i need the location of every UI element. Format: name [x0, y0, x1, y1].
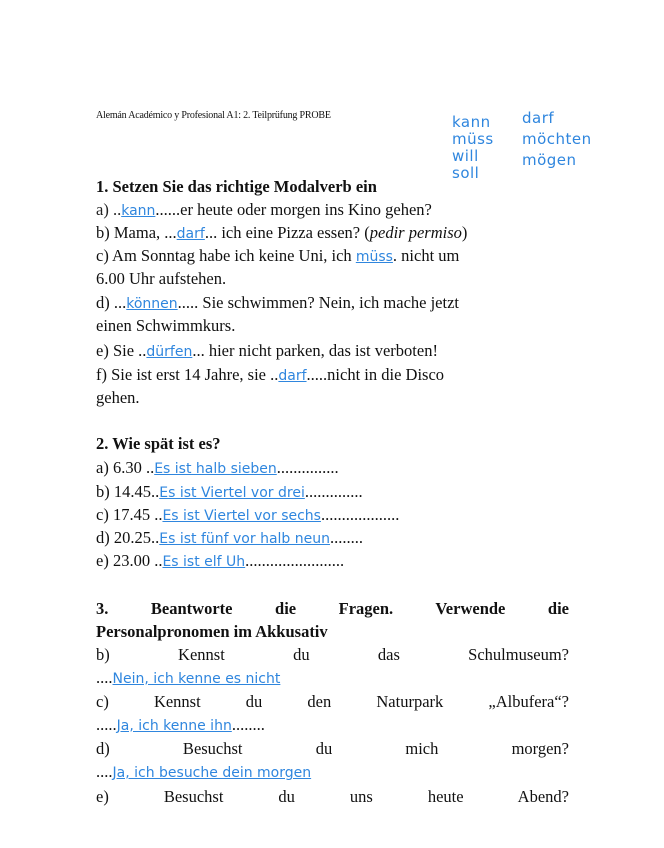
- answer-text: können: [126, 296, 178, 312]
- exercise-3-question-e: e) Besuchst du uns heute Abend?: [96, 787, 569, 806]
- exercise-1-item-f-line2: gehen.: [96, 388, 140, 407]
- exercise-3-title: 3. Beantworte die Fragen. Verwende die: [96, 599, 569, 618]
- document-header: Alemán Académico y Profesional A1: 2. Teilprüfung PROBE: [96, 110, 331, 121]
- exercise-1-item-f: f) Sie ist erst 14 Jahre, sie ..darf.....nicht in die Disco: [96, 365, 445, 384]
- exercise-1-item-d: d) ...können..... Sie schwimmen? Nein, ich mache jetzt: [96, 293, 459, 312]
- answer-text: Es ist fünf vor halb neun: [159, 531, 330, 547]
- exercise-2-row: b) 14.45..Es ist Viertel vor drei..............: [96, 482, 363, 501]
- exercise-2-row: e) 23.00 ..Es ist elf Uh........................: [96, 551, 345, 570]
- answer-text: Es ist elf Uh: [162, 554, 246, 570]
- exercise-3-answer-c: .....Ja, ich kenne ihn........: [96, 715, 265, 734]
- answer-text: Ja, ich kenne ihn: [116, 718, 232, 734]
- handwritten-word: mögen: [522, 151, 577, 169]
- exercise-3-question-d: d) Besuchst du mich morgen?: [96, 739, 569, 758]
- exercise-1-item-c: c) Am Sonntag habe ich keine Uni, ich müss. nicht um: [96, 246, 460, 265]
- handwritten-word: kann: [452, 113, 491, 131]
- answer-text: müss: [355, 249, 393, 265]
- answer-text: Es ist Viertel vor sechs: [162, 508, 321, 524]
- exercise-3-question-c: c) Kennst du den Naturpark „Albufera“?: [96, 692, 569, 711]
- answer-text: Ja, ich besuche dein morgen: [112, 765, 312, 781]
- answer-text: darf: [176, 226, 205, 242]
- handwritten-word-list-1: [452, 114, 494, 182]
- answer-text: Es ist Viertel vor drei: [159, 485, 305, 501]
- exercise-1-title: 1. Setzen Sie das richtige Modalverb ein: [96, 177, 377, 196]
- handwritten-word: müss: [452, 130, 494, 148]
- handwritten-word: will: [452, 147, 479, 165]
- exercise-1-item-b: b) Mama, ...darf... ich eine Pizza essen? (pedir permiso): [96, 223, 468, 242]
- exercise-1-item-a: a) ..kann......er heute oder morgen ins Kino gehen?: [96, 200, 432, 219]
- handwritten-word: soll: [452, 164, 480, 182]
- handwritten-word-list-2: [522, 108, 592, 171]
- exercise-2-row: a) 6.30 ..Es ist halb sieben...............: [96, 458, 339, 477]
- answer-text: Nein, ich kenne es nicht: [112, 671, 281, 687]
- exercise-3-question-b: b) Kennst du das Schulmuseum?: [96, 645, 569, 664]
- handwritten-word: darf: [522, 109, 555, 127]
- answer-text: dürfen: [146, 344, 193, 360]
- handwritten-word: möchten: [522, 130, 592, 148]
- exercise-3-title-line2: Personalpronomen im Akkusativ: [96, 622, 328, 641]
- exercise-1-item-e: e) Sie ..dürfen... hier nicht parken, das ist verboten!: [96, 341, 438, 360]
- answer-text: darf: [278, 368, 307, 384]
- exercise-2-row: d) 20.25..Es ist fünf vor halb neun........: [96, 528, 363, 547]
- exercise-3-answer-d: ....Ja, ich besuche dein morgen: [96, 762, 312, 781]
- exercise-1-item-c-line2: 6.00 Uhr aufstehen.: [96, 269, 227, 288]
- answer-text: Es ist halb sieben: [154, 461, 277, 477]
- exercise-2-row: c) 17.45 ..Es ist Viertel vor sechs...................: [96, 505, 400, 524]
- exercise-2-title: 2. Wie spät ist es?: [96, 434, 221, 453]
- answer-text: kann: [121, 203, 156, 219]
- exercise-1-item-d-line2: einen Schwimmkurs.: [96, 316, 236, 335]
- exercise-3-answer-b: ....Nein, ich kenne es nicht: [96, 668, 281, 687]
